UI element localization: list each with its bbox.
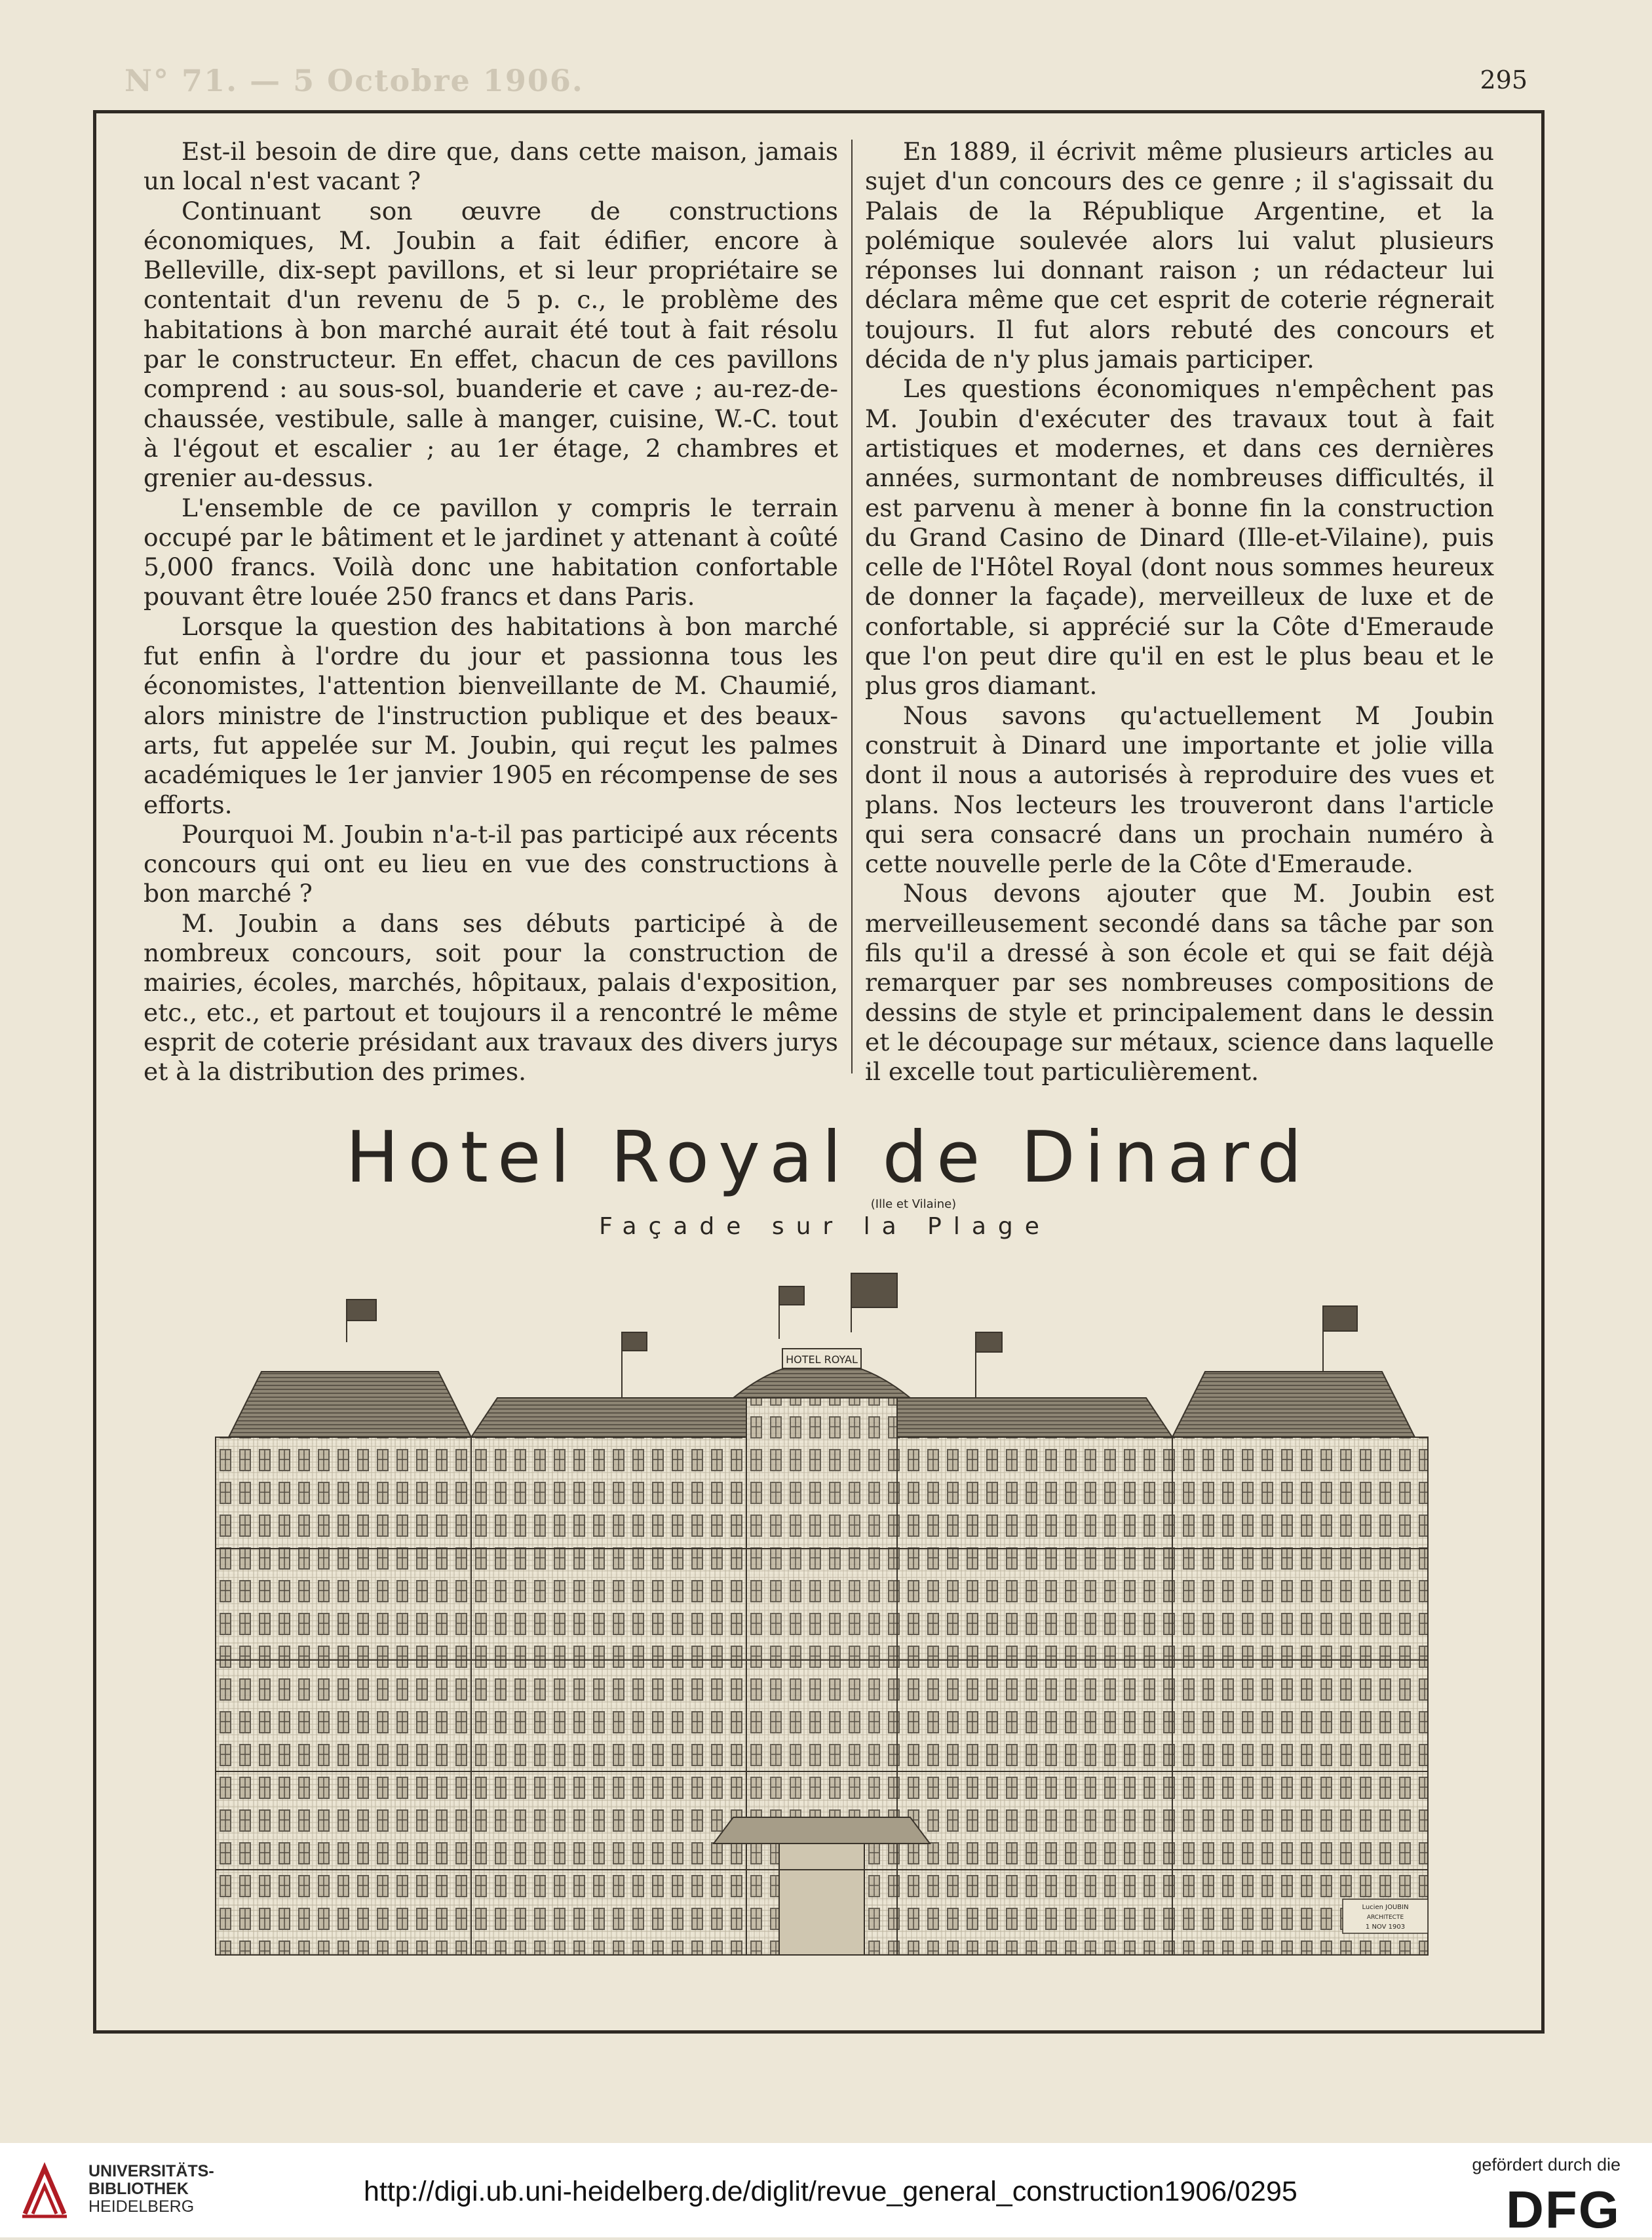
svg-text:Lucien JOUBIN: Lucien JOUBIN [1362, 1904, 1409, 1911]
bleed-through-header: N° 71. — 5 Octobre 1906. [125, 63, 584, 98]
source-url-link[interactable]: http://digi.ub.uni-heidelberg.de/diglit/revue_general_construction1906/0295 [364, 2176, 1297, 2207]
paragraph: Est-il besoin de dire que, dans cette maison, jamais un local n'est vacant ? [144, 137, 838, 196]
university-library-logo-icon [18, 2160, 71, 2220]
paragraph: Nous devons ajouter que M. Joubin est merveilleusement secondé dans sa tâche par son fils qu'il a dressé à son école et qui se fait déjà remarquer par ses nombreuses compositions de dessins de style et principalement dans le dessin et le découpage sur métaux, science dans laquelle il excelle tout particulièrement. [865, 879, 1494, 1087]
hotel-facade [216, 1273, 1428, 1955]
right-column [865, 137, 1494, 1087]
paragraph: Nous savons qu'actuellement M Joubin construit à Dinard une importante et jolie villa dont il nous a autorisés à reproduire des vues et plans. Nos lecteurs les trouveront dans l'article qui sera consacré dans un prochain numéro à cette nouvelle perle de la Côte d'Emeraude. [865, 701, 1494, 879]
library-name: UNIVERSITÄTS- BIBLIOTHEK HEIDELBERG [88, 2162, 214, 2216]
digitization-footer [0, 2143, 1652, 2237]
paragraph: Pourquoi M. Joubin n'a-t-il pas participé aux récents concours qui ont eu lieu en vue des constructions à bon marché ? [144, 819, 838, 908]
drawing-subtitle: Façade sur la Plage [599, 1213, 1051, 1240]
page-frame [93, 110, 1545, 2034]
paragraph: L'ensemble de ce pavillon y compris le terrain occupé par le bâtiment et le jardinet y attenant à coûté 5,000 francs. Voilà donc une habitation confortable pouvant être louée 250 francs et dans Paris. [144, 493, 838, 611]
paragraph: Continuant son œuvre de constructions économiques, M. Joubin a fait édifier, encore à Belleville, dix-sept pavillons, et si leur propriétaire se contentait d'un revenu de 5 p. c., le problème des habitations à bon marché aurait été tout à fait résolu par le constructeur. En effet, chacun de ces pavillons comprend : au sous-sol, buanderie et cave ; au-rez-de-chaussée, vestibule, salle à manger, cuisine, W.-C. tout à l'égout et escalier ; au 1er étage, 2 chambres et grenier au-dessus. [144, 196, 838, 493]
hotel-sign-text: HOTEL ROYAL [786, 1353, 858, 1366]
hotel-facade-drawing [157, 1116, 1487, 2007]
drawing-subtitle-small: (Ille et Vilaine) [870, 1197, 957, 1211]
left-column [144, 137, 838, 1087]
paragraph: M. Joubin a dans ses débuts participé à de nombreux concours, soit pour la construction de mairies, écoles, marchés, hôpitaux, palais d'exposition, etc., etc., et partout et toujours il a rencontré le même esprit de coterie présidant aux travaux des divers jurys et à la distribution des primes. [144, 908, 838, 1087]
svg-text:1 NOV 1903: 1 NOV 1903 [1365, 1923, 1406, 1931]
drawing-title: Hotel Royal de Dinard [345, 1117, 1311, 1199]
dfg-logo: DFG [1506, 2180, 1621, 2239]
paragraph: Lorsque la question des habitations à bon marché fut enfin à l'ordre du jour et passionna tous les économistes, l'attention bienveillante de M. Chaumié, alors ministre de l'instruction publique et des beaux-arts, fut appelée sur M. Joubin, qui reçut les palmes académiques le 1er janvier 1905 en récompense de ses efforts. [144, 611, 838, 819]
page-number: 295 [1480, 66, 1527, 94]
architect-stamp [1343, 1899, 1428, 1933]
column-divider [851, 140, 853, 1073]
funding-caption: gefördert durch die [1472, 2155, 1621, 2174]
paragraph: Les questions économiques n'empêchent pas M. Joubin d'exécuter des travaux tout à fait artistiques et modernes, et dans ces dernières années, surmontant de nombreuses difficultés, il est parvenu à mener à bonne fin la construction du Grand Casino de Dinard (Ille-et-Vilaine), puis celle de l'Hôtel Royal (dont nous sommes heureux de donner la façade), merveilleux de luxe et de confortable, si apprécié sur la Côte d'Emeraude que l'on peut dire qu'il en est le plus beau et le plus gros diamant. [865, 374, 1494, 701]
paragraph: En 1889, il écrivit même plusieurs articles au sujet d'un concours des ce genre ; il s'agissait du Palais de la République Argentine, et la polémique soulevée alors lui valut plusieurs réponses lui donnant raison ; un rédacteur lui déclara même que cet esprit de coterie régnerait toujours. Il fut alors rebuté des concours et décida de n'y plus jamais participer. [865, 137, 1494, 374]
svg-text:ARCHITECTE: ARCHITECTE [1366, 1914, 1404, 1921]
